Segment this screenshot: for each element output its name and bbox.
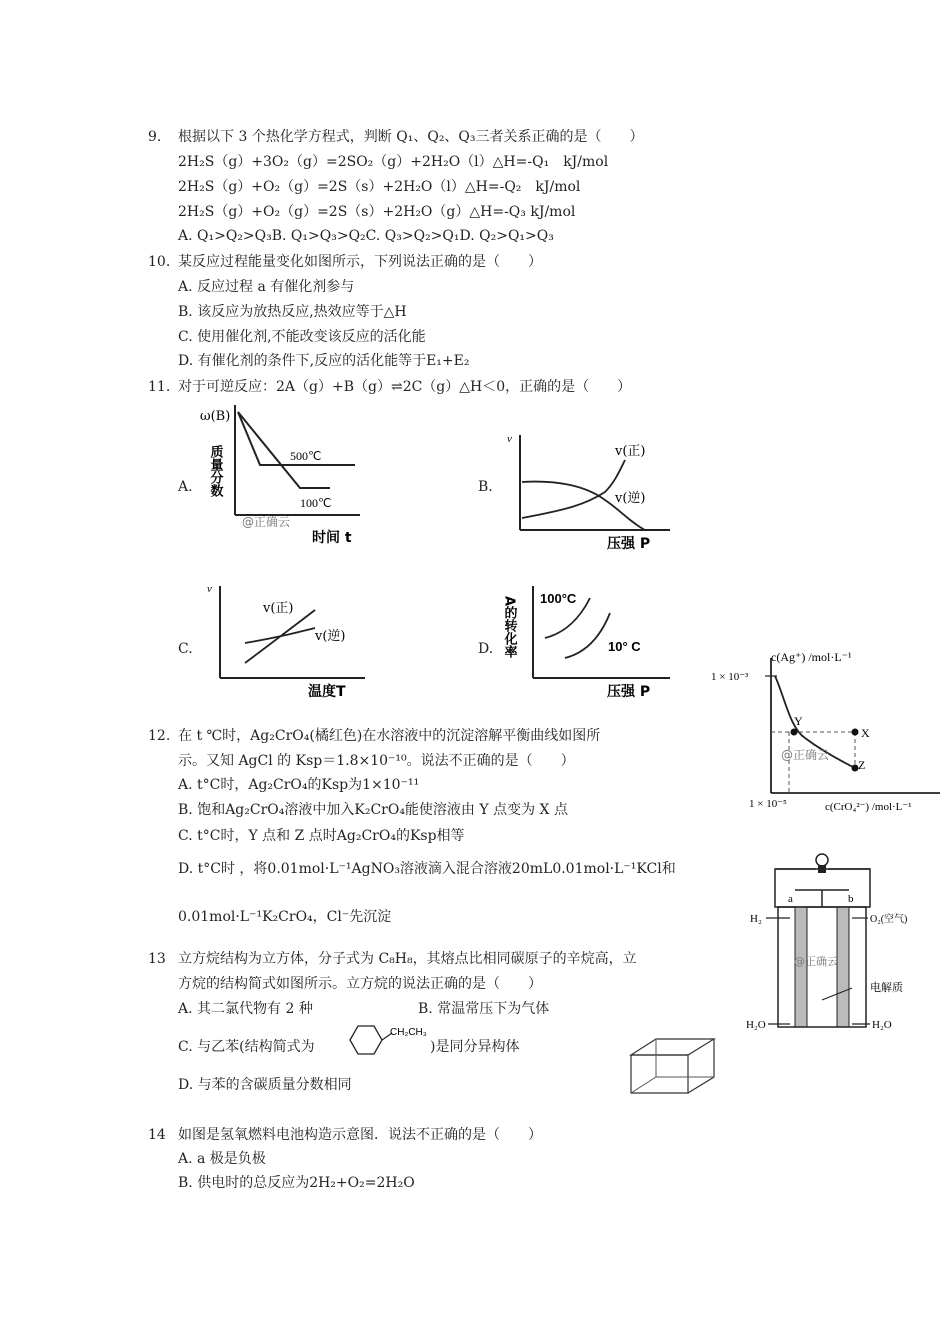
q12-option-b: B. 饱和Ag₂CrO₄溶液中加入K₂CrO₄能使溶液由 Y 点变为 X 点 <box>178 802 568 818</box>
graph-d-curve-100: 100°C <box>540 591 577 606</box>
q11-graph-b <box>505 430 675 550</box>
q12-graph <box>705 648 945 823</box>
fuel-cell-h2o-right: H₂O <box>872 1019 892 1031</box>
q12-graph-ylabel: c(Ag⁺) /mol·L⁻¹ <box>771 650 852 664</box>
q12-option-c: C. t°C时，Y 点和 Z 点时Ag₂CrO₄的Ksp相等 <box>178 828 465 844</box>
graph-a-ylabel-top: ω(B) <box>200 409 231 424</box>
q12-option-d: D. t°C时 ，将0.01mol·L⁻¹AgNO₃溶液滴入混合溶液20mL0.01mol·L⁻¹KCl和 <box>178 861 676 877</box>
q12-graph-xtick: 1 × 10⁻⁵ <box>749 798 787 810</box>
ethylbenzene-ethyl-group: CH₂CH₃ <box>390 1027 427 1038</box>
q13-option-d: D. 与苯的含碳质量分数相同 <box>178 1077 352 1093</box>
graph-c-xlabel: 温度T <box>308 684 346 700</box>
fuel-cell-electrolyte-label: 电解质 <box>870 981 903 994</box>
fuel-cell-watermark: @正确云 <box>794 955 838 968</box>
q13-option-b: B. 常温常压下为气体 <box>418 1001 550 1017</box>
graph-d-curve-10: 10° C <box>608 639 641 654</box>
q11-label-c: C. <box>178 641 193 657</box>
q12-graph-point-y: Y <box>794 714 803 728</box>
q13-option-c-start: C. 与乙苯(结构简式为 <box>178 1039 315 1055</box>
cubane-cube <box>628 1035 720 1095</box>
q13-option-a: A. 其二氯代物有 2 种 <box>178 1001 313 1017</box>
graph-c-ylabel: v <box>207 583 212 595</box>
q10-stem: 某反应过程能量变化如图所示，下列说法正确的是（ ） <box>178 254 542 270</box>
q10-option-c: C. 使用催化剂,不能改变该反应的活化能 <box>178 329 426 345</box>
q11-graph-d <box>501 578 675 700</box>
q11-label-b: B. <box>478 479 493 495</box>
q12-graph-watermark: @正确云 <box>781 748 830 762</box>
fuel-cell-label-a: a <box>788 893 793 905</box>
q14-option-a: A. a 极是负极 <box>178 1151 266 1167</box>
graph-d-xlabel: 压强 P <box>607 684 651 700</box>
q9-equation-1: 2H₂S（g）+3O₂（g）=2SO₂（g）+2H₂O（l）△H=-Q₁ kJ/mol <box>178 154 609 170</box>
q12-graph-point-x: X <box>861 726 870 740</box>
q10-option-a: A. 反应过程 a 有催化剂参与 <box>178 279 355 295</box>
q12-stem-1: 在 t ℃时，Ag₂CrO₄(橘红色)在水溶液中的沉淀溶解平衡曲线如图所 <box>178 728 601 744</box>
q9-options: A. Q₁>Q₂>Q₃B. Q₁>Q₃>Q₂C. Q₃>Q₂>Q₁D. Q₂>Q₁>Q₃ <box>178 228 554 244</box>
ethylbenzene-structure <box>340 1018 435 1063</box>
q9-stem: 根据以下 3 个热化学方程式，判断 Q₁、Q₂、Q₃三者关系正确的是（ ） <box>178 129 644 145</box>
q14-stem: 如图是氢氧燃料电池构造示意图．说法不正确的是（ ） <box>178 1127 542 1143</box>
q9-equation-2: 2H₂S（g）+O₂（g）=2S（s）+2H₂O（l）△H=-Q₂ kJ/mol <box>178 179 581 195</box>
graph-a-curve-500: 500℃ <box>290 449 322 463</box>
graph-a-ylabel: 质量分数 <box>207 445 223 497</box>
graph-d-ylabel: A的转化率 <box>501 596 517 659</box>
q11-stem: 对于可逆反应：2A（g）+B（g）⇌2C（g）△H＜0，正确的是（ ） <box>178 379 632 395</box>
graph-a-curve-100: 100℃ <box>300 496 332 510</box>
q10-option-b: B. 该反应为放热反应,热效应等于△H <box>178 304 407 320</box>
q13-option-c-end: )是同分异构体 <box>430 1039 520 1055</box>
fuel-cell-h2-label: H₂ <box>750 913 762 925</box>
fuel-cell-o2-label: O₂(空气) <box>870 914 908 925</box>
fuel-cell-label-b: b <box>848 893 854 905</box>
graph-c-curve-reverse: v(逆) <box>315 629 346 644</box>
q10-option-d: D. 有催化剂的条件下,反应的活化能等于E₁+E₂ <box>178 353 470 369</box>
q13-number: 13 <box>148 951 166 967</box>
graph-a-watermark: @正确云 <box>242 515 291 529</box>
q10-number: 10. <box>148 254 171 270</box>
graph-b-xlabel: 压强 P <box>607 536 651 552</box>
q12-number: 12. <box>148 728 171 744</box>
graph-b-curve-reverse: v(逆) <box>615 491 646 506</box>
q12-graph-ytick: 1 × 10⁻³ <box>711 671 749 683</box>
q9-equation-3: 2H₂S（g）+O₂（g）=2S（s）+2H₂O（g）△H=-Q₃ kJ/mol <box>178 204 576 220</box>
graph-b-curve-forward: v(正) <box>615 444 646 459</box>
q11-label-a: A. <box>178 479 193 495</box>
q11-graph-c <box>205 578 370 700</box>
q14-option-b: B. 供电时的总反应为2H₂+O₂=2H₂O <box>178 1175 415 1191</box>
q11-graph-a <box>200 400 365 550</box>
q11-number: 11. <box>148 379 171 395</box>
q12-option-d-cont: 0.01mol·L⁻¹K₂CrO₄，Cl⁻先沉淀 <box>178 909 392 925</box>
q12-graph-xlabel: c(CrO₄²⁻) /mol·L⁻¹ <box>825 801 912 813</box>
q13-stem-2: 方烷的结构简式如图所示。立方烷的说法正确的是（ ） <box>178 976 542 992</box>
q12-option-a: A. t°C时，Ag₂CrO₄的Ksp为1×10⁻¹¹ <box>178 777 420 793</box>
q12-stem-2: 示。又知 AgCl 的 Ksp＝1.8×10⁻¹⁰。说法不正确的是（ ） <box>178 753 575 769</box>
q11-label-d: D. <box>478 641 494 657</box>
fuel-cell-h2o-left: H₂O <box>746 1019 766 1031</box>
q12-graph-point-z: Z <box>858 758 866 772</box>
graph-b-ylabel: v <box>507 433 512 445</box>
graph-a-xlabel: 时间 t <box>312 530 352 546</box>
graph-c-curve-forward: v(正) <box>263 601 294 616</box>
fuel-cell-diagram <box>740 850 910 1040</box>
q13-stem-1: 立方烷结构为立方体，分子式为 C₈H₈，其熔点比相同碳原子的辛烷高，立 <box>178 951 637 967</box>
q14-number: 14 <box>148 1127 166 1143</box>
q9-number: 9. <box>148 129 162 145</box>
